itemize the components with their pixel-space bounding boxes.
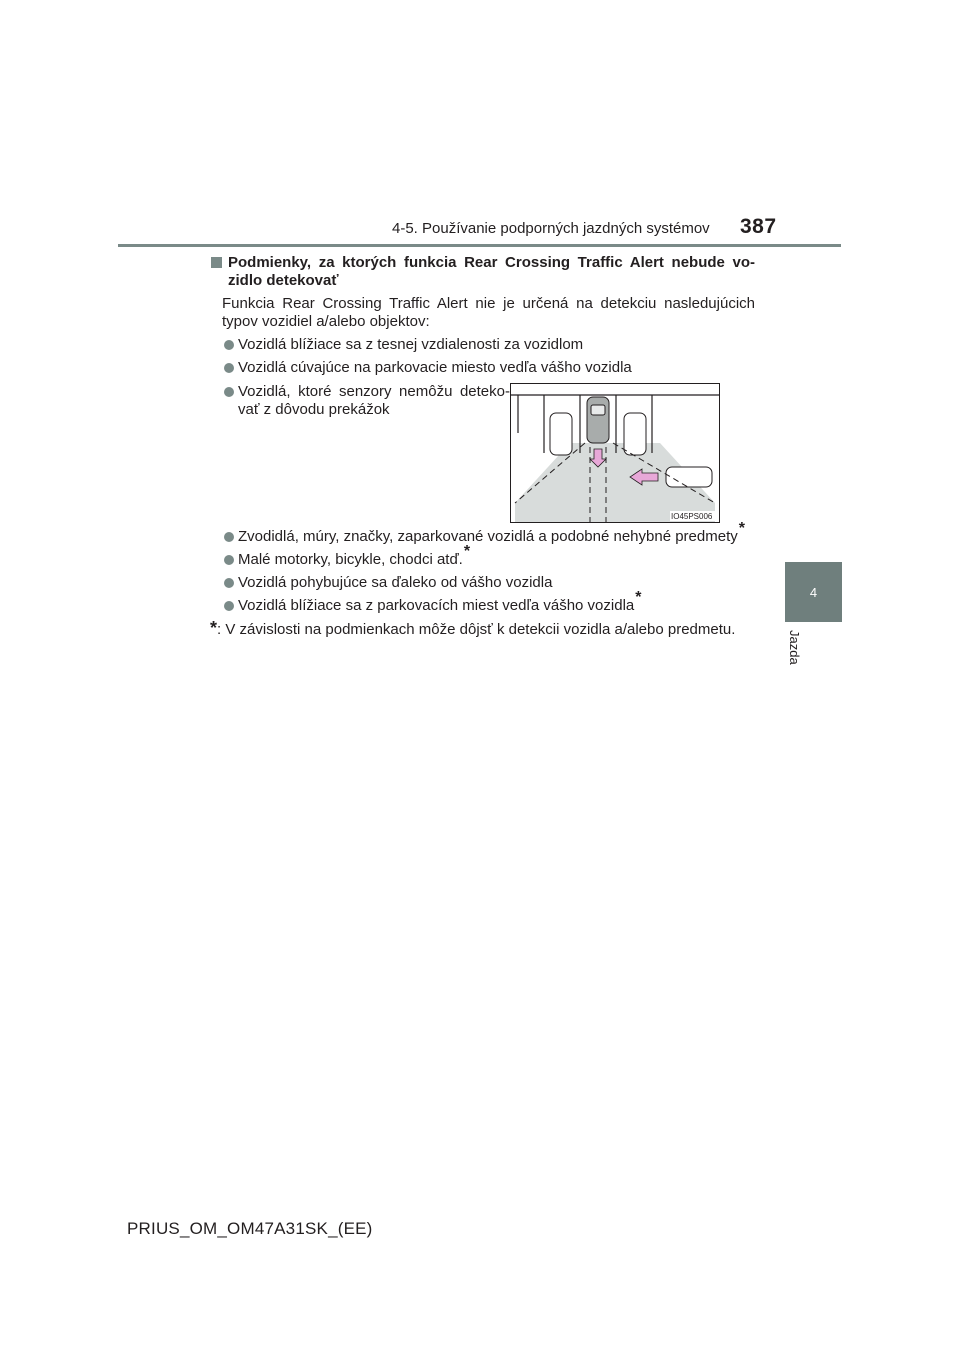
list-item-text: Vozidlá blížiace sa z tesnej vzdialenosti za vozidlom <box>238 336 584 353</box>
footnote-mark: * <box>210 618 218 638</box>
chapter-tab-label <box>788 630 802 690</box>
bullet-dot-icon <box>224 340 234 350</box>
list-item-text: Vozidlá blížiace sa z parkovacích miest vedľa vášho vozidla* <box>238 589 642 614</box>
reversing-car-icon <box>587 397 609 443</box>
list-item <box>210 574 755 592</box>
bullet-dot-icon <box>224 601 234 611</box>
bullet-dot-icon <box>224 555 234 565</box>
intro-paragraph: Funkcia Rear Crossing Traffic Alert nie je určená na detekciu nasledujúcich typov vozidiel a/alebo objektov: <box>222 295 755 330</box>
list-item-text: Malé motorky, bicykle, chodci atď.* <box>238 543 471 568</box>
chapter-label-text: Jazda <box>787 630 802 665</box>
figure-code: IO45PS006 <box>671 512 713 521</box>
chapter-tab: 4 <box>785 562 842 622</box>
footnote <box>210 618 755 639</box>
page-number: 387 <box>740 215 777 238</box>
footnote-text: : V závislosti na podmienkach môže dôjsť k detekcii vozidla a/alebo predmetu. <box>217 621 736 638</box>
bullet-dot-icon <box>224 578 234 588</box>
content <box>210 254 755 639</box>
list-item <box>210 543 755 569</box>
list-item <box>210 336 755 354</box>
header-rule <box>118 244 841 247</box>
list-item <box>210 359 755 377</box>
list-item <box>210 520 755 546</box>
list-item <box>210 589 755 615</box>
section-title: 4-5. Používanie podporných jazdných systémov <box>392 220 710 237</box>
heading-text: Podmienky, za ktorých funkcia Rear Crossing Traffic Alert nebude vo-zidlo detekovať <box>228 254 755 289</box>
heading <box>210 254 755 290</box>
square-bullet-icon <box>211 257 222 268</box>
list-item <box>210 383 510 523</box>
bullet-dot-icon <box>224 363 234 373</box>
list-item-text: Vozidlá pohybujúce sa ďaleko od vášho vozidla <box>238 574 553 591</box>
bullet-dot-icon <box>224 387 234 397</box>
parking-illustration <box>510 383 720 523</box>
document-id: PRIUS_OM_OM47A31SK_(EE) <box>127 1219 373 1238</box>
list-item-text: Vozidlá cúvajúce na parkovacie miesto vedľa vášho vozidla <box>238 359 632 376</box>
list-item-text: Zvodidlá, múry, značky, zaparkované vozidlá a podobné nehybné predmety* <box>238 520 745 545</box>
figure-row <box>210 383 755 523</box>
bullet-dot-icon <box>224 532 234 542</box>
list-item-text: Vozidlá, ktoré senzory nemôžu deteko-vať z dôvodu prekážok <box>238 383 510 418</box>
